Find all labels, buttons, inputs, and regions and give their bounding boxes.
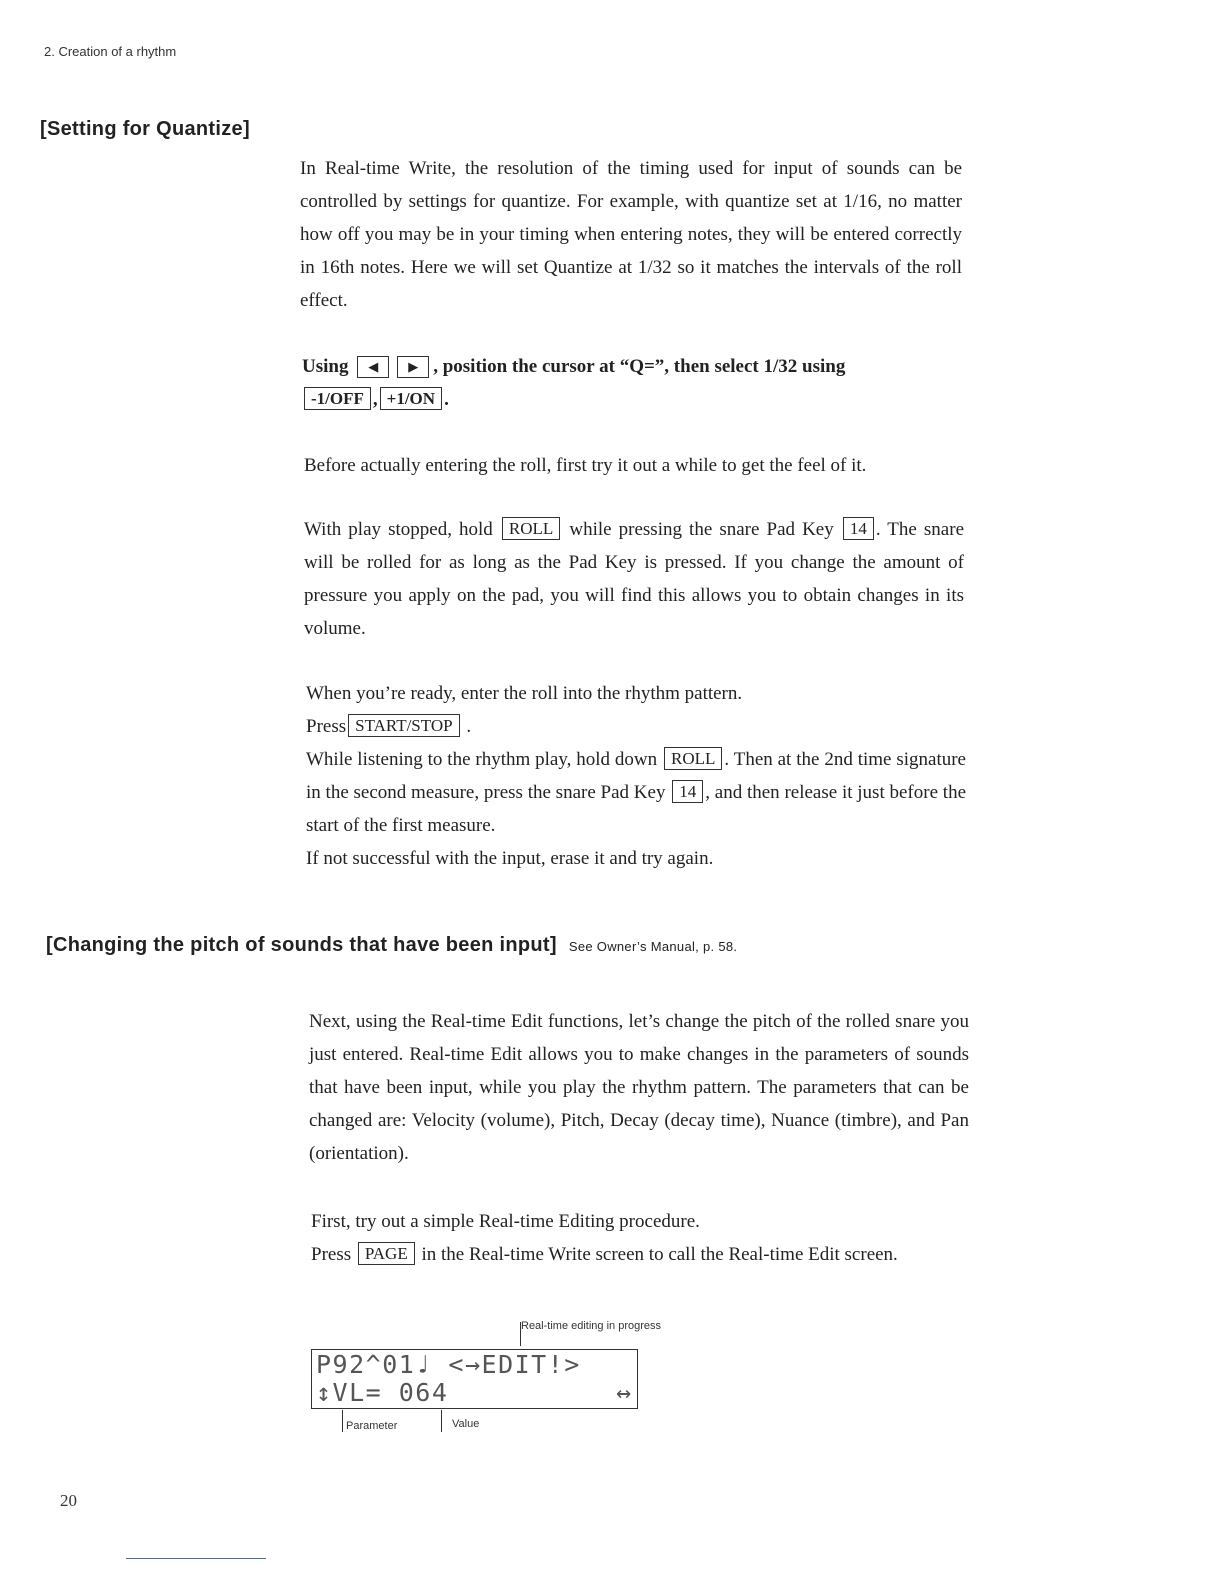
try-out-paragraph: Before actually entering the roll, first try it out a while to get the feel of it. xyxy=(304,455,867,476)
procedure-line1: First, try out a simple Real-time Editing procedure. xyxy=(311,1211,700,1232)
roll-key: ROLL xyxy=(502,517,560,540)
procedure-rest: in the Real-time Write screen to call the Real-time Edit screen. xyxy=(421,1244,898,1265)
pad-key-14: 14 xyxy=(843,517,874,540)
press-label-2: Press xyxy=(311,1244,352,1265)
enter-roll-line1: When you’re ready, enter the roll into the rhythm pattern. xyxy=(306,683,743,704)
enter-roll-line4: If not successful with the input, erase it and try again. xyxy=(306,848,714,869)
press-period: . xyxy=(466,716,472,737)
plus-on-key: +1/ON xyxy=(380,387,442,410)
roll-text-c: . The snare will be rolled for as long as the Pad Key is pressed. If you change the amount of pressure you apply on the pad, you will find this allows you to obtain changes in its volume. xyxy=(304,519,964,639)
lcd-row-2-indicator: ↔ xyxy=(615,1378,631,1407)
enter-roll-paragraph xyxy=(306,677,966,875)
roll-text-a: With play stopped, hold xyxy=(304,519,493,540)
pad-key-14-2: 14 xyxy=(672,780,703,803)
quantize-intro-text: In Real-time Write, the resolution of the timing used for input of sounds can be controlled by settings for quantize. For example, with quantize set at 1/16, no matter how off you may be in your timing when entering notes, they will be entered correctly in 16th notes. Here we will set Quantize at 1/32 so it matches the intervals of the roll effect. xyxy=(300,158,962,311)
pitch-heading-text: [Changing the pitch of sounds that have been input] xyxy=(46,934,557,956)
lcd-row-1: P92^01♩ <→EDIT!> xyxy=(316,1350,581,1379)
enter-roll-line2 xyxy=(306,710,966,743)
listen-text-a: While listening to the rhythm play, hold down xyxy=(306,749,658,770)
minus-off-key: -1/OFF xyxy=(304,387,371,410)
instruction-using: Using xyxy=(302,356,349,377)
listen-text-b: . Then at the 2nd time signature in the second measure, press the snare Pad Key xyxy=(306,749,966,803)
section-heading-quantize: [Setting for Quantize] xyxy=(40,118,250,140)
roll-key-2: ROLL xyxy=(664,747,722,770)
roll-text-b: while pressing the snare Pad Key xyxy=(569,519,834,540)
instruction-comma: , xyxy=(372,389,378,410)
quantize-intro-paragraph xyxy=(300,152,962,317)
value-label: Value xyxy=(452,1418,480,1430)
page-key: PAGE xyxy=(358,1242,415,1265)
start-stop-key: START/STOP xyxy=(348,714,459,737)
procedure-line2 xyxy=(311,1238,971,1271)
parameter-pointer xyxy=(342,1410,343,1432)
cursor-right-key-icon: ▶ xyxy=(397,356,429,378)
procedure-paragraph xyxy=(311,1205,971,1271)
quantize-instruction xyxy=(302,350,962,416)
instruction-mid: , position the cursor at “Q=”, then select 1/32 using xyxy=(433,356,846,377)
manual-reference: See Owner’s Manual, p. 58. xyxy=(568,939,738,954)
instruction-period: . xyxy=(444,389,449,410)
enter-roll-line3 xyxy=(306,743,966,842)
cursor-left-key-icon: ◀ xyxy=(357,356,389,378)
footer-rule xyxy=(126,1558,266,1559)
realtime-edit-paragraph: Next, using the Real-time Edit functions, let’s change the pitch of the rolled snare you just entered. Real-time Edit allows you to make changes in the parameters of sounds that have been input, while you play the rhythm pattern. The parameters that can be changed are: Velocity (volume), Pitch, Decay (decay time), Nuance (timbre), and Pan (orientation). xyxy=(309,1011,969,1164)
editing-in-progress-label: Real-time editing in progress xyxy=(521,1320,662,1332)
press-label: Press xyxy=(306,716,347,737)
listen-text-c: , and then release it just before the start of the first measure. xyxy=(306,782,967,836)
lcd-display xyxy=(311,1349,638,1409)
section-heading-pitch xyxy=(46,934,737,957)
roll-paragraph xyxy=(304,513,964,645)
running-header: 2. Creation of a rhythm xyxy=(44,44,177,59)
value-pointer xyxy=(441,1410,442,1432)
page-number: 20 xyxy=(60,1491,77,1510)
lcd-row-2: ↕VL= 064 xyxy=(316,1378,449,1407)
parameter-label: Parameter xyxy=(346,1420,398,1432)
